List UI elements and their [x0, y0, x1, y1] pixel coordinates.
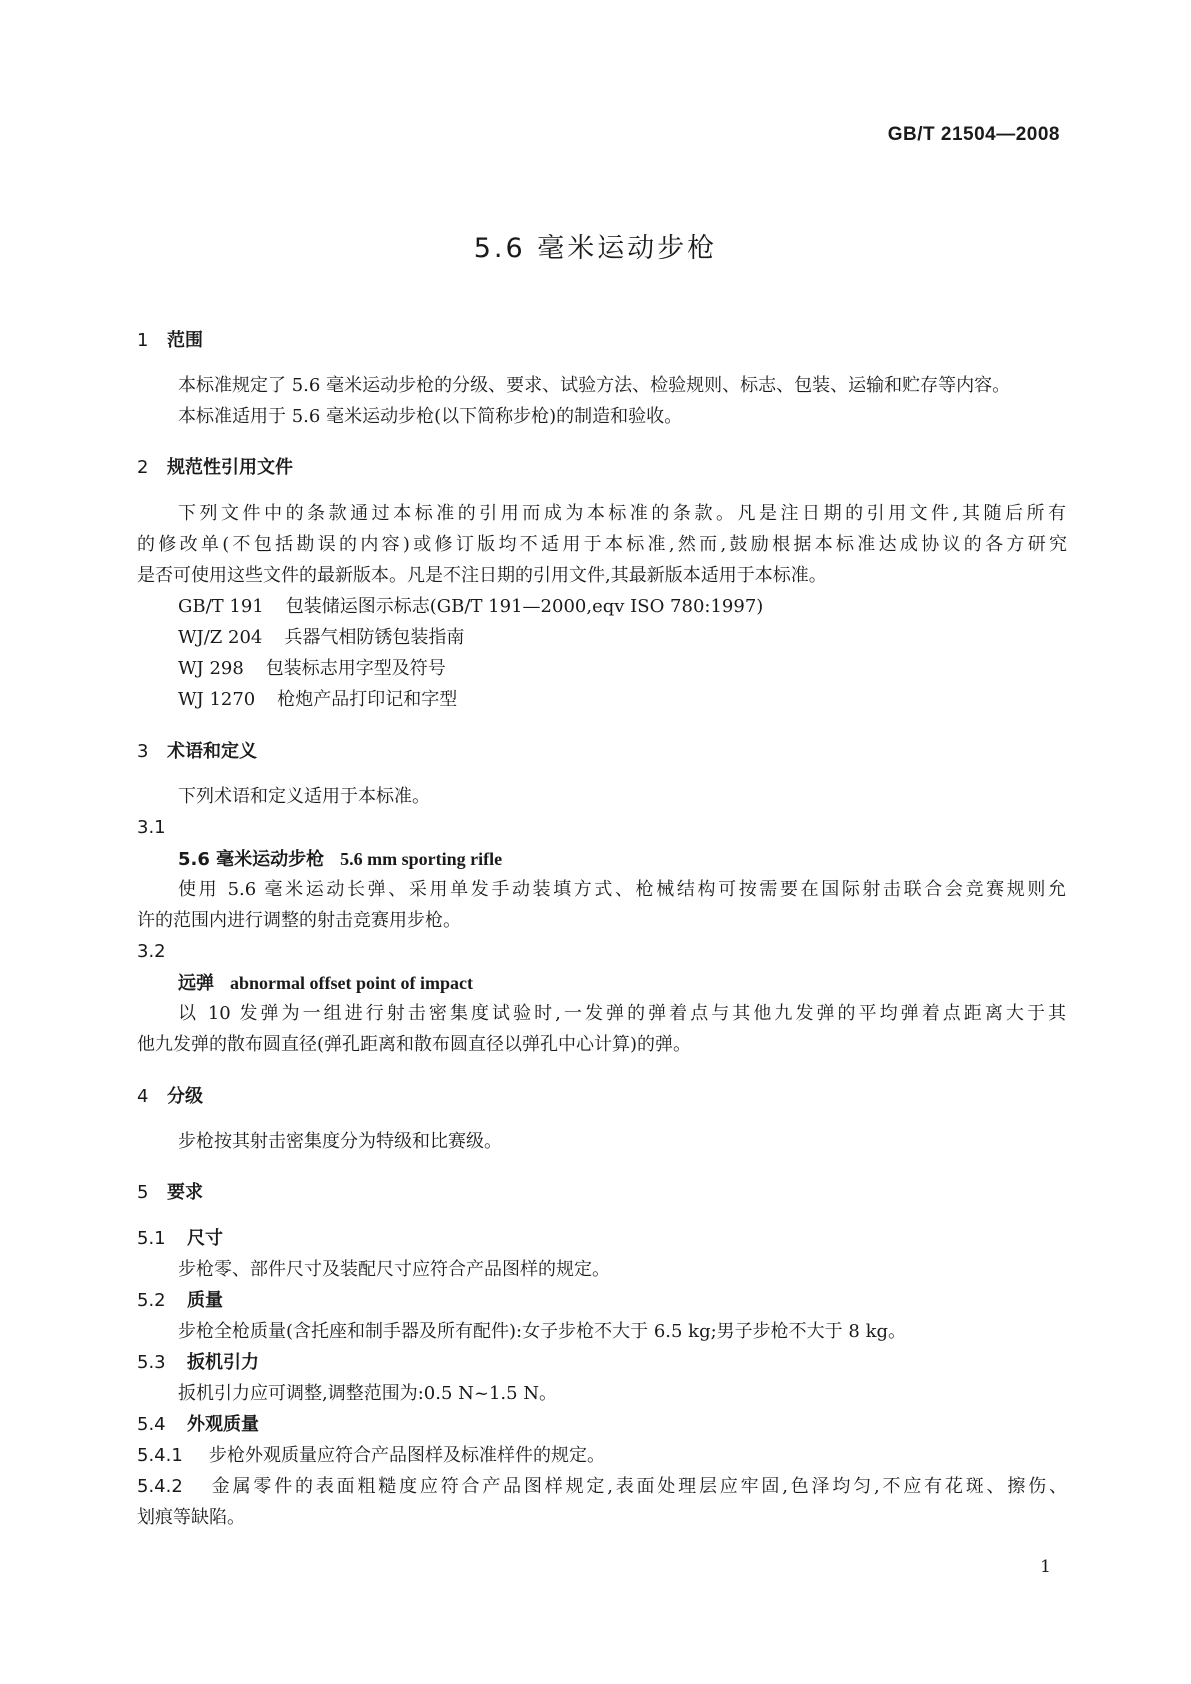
clause-number: 5.4.2: [137, 1476, 183, 1497]
term-heading: [178, 971, 473, 996]
paragraph: 扳机引力应可调整,调整范围为:0.5 N~1.5 N。: [178, 1383, 558, 1404]
paragraph: 本标准规定了 5.6 毫米运动步枪的分级、要求、试验方法、检验规则、标志、包装、运输和贮存等内容。: [178, 375, 1011, 396]
paragraph: 下列术语和定义适用于本标准。: [178, 786, 430, 807]
term-english: abnormal offset point of impact: [230, 973, 473, 993]
subsection-number: 5.1: [137, 1228, 166, 1249]
paragraph: 步枪全枪质量(含托座和制手器及所有配件):女子步枪不大于 6.5 kg;男子步枪不大于 8 kg。: [178, 1321, 906, 1342]
section-number: 2: [137, 457, 149, 478]
paragraph: 下列文件中的条款通过本标准的引用而成为本标准的条款。凡是注日期的引用文件,其随后所有: [178, 503, 1066, 524]
section-title: 要求: [167, 1182, 203, 1203]
clause-5-4-1: [137, 1444, 605, 1468]
reference-code: WJ 1270: [178, 689, 256, 710]
section-number: 5: [137, 1182, 149, 1203]
paragraph: 步枪按其射击密集度分为特级和比赛级。: [178, 1131, 502, 1152]
definition: 使用 5.6 毫米运动长弹、采用单发手动装填方式、枪械结构可按需要在国际射击联合会竞赛规则允: [178, 879, 1066, 900]
reference-title: 包装储运图示标志(GB/T 191—2000,eqv ISO 780:1997): [285, 596, 764, 617]
term-chinese: 5.6 毫米运动步枪: [178, 849, 325, 870]
subsection-5-4-heading: [137, 1413, 259, 1437]
reference-item: [178, 657, 446, 681]
subsection-number: 5.2: [137, 1290, 166, 1311]
reference-item: [178, 688, 457, 712]
reference-title: 兵器气相防锈包装指南: [284, 627, 465, 648]
subsection-number: 5.4: [137, 1414, 166, 1435]
term-number: 3.1: [137, 817, 166, 838]
subsection-title: 外观质量: [187, 1414, 259, 1435]
page-number: 1: [1040, 1557, 1051, 1577]
section-1-heading: [137, 329, 203, 353]
subsection-title: 尺寸: [187, 1228, 223, 1249]
term-english: 5.6 mm sporting rifle: [340, 849, 503, 869]
reference-title: 枪炮产品打印记和字型: [277, 689, 458, 710]
term-number: 3.2: [137, 941, 166, 962]
reference-item: [178, 626, 464, 650]
reference-title: 包装标志用字型及符号: [265, 658, 446, 679]
reference-code: WJ/Z 204: [178, 627, 263, 648]
subsection-number: 5.3: [137, 1352, 166, 1373]
section-5-heading: [137, 1181, 203, 1205]
section-title: 范围: [167, 330, 203, 351]
section-number: 4: [137, 1086, 149, 1107]
definition: 他九发弹的散布圆直径(弹孔距离和散布圆直径以弹孔中心计算)的弹。: [137, 1034, 692, 1055]
subsection-5-3-heading: [137, 1351, 259, 1375]
definition: 以 10 发弹为一组进行射击密集度试验时,一发弹的弹着点与其他九发弹的平均弹着点距离大于其: [178, 1003, 1066, 1024]
clause-5-4-2: [137, 1475, 1067, 1499]
page-title: 5.6 毫米运动步枪: [473, 233, 718, 264]
section-number: 1: [137, 330, 149, 351]
subsection-5-1-heading: [137, 1227, 223, 1251]
section-title: 分级: [167, 1086, 203, 1107]
section-2-heading: [137, 456, 293, 480]
reference-code: WJ 298: [178, 658, 244, 679]
standard-code: GB/T 21504—2008: [887, 124, 1060, 145]
term-chinese: 远弹: [178, 973, 214, 994]
section-4-heading: [137, 1085, 203, 1109]
clause-number: 5.4.1: [137, 1445, 183, 1466]
section-title: 术语和定义: [167, 741, 257, 762]
clause-text: 步枪外观质量应符合产品图样及标准样件的规定。: [209, 1445, 605, 1466]
reference-item: [178, 595, 763, 619]
clause-text: 金属零件的表面粗糙度应符合产品图样规定,表面处理层应牢固,色泽均匀,不应有花斑、擦伤、: [209, 1476, 1067, 1497]
paragraph: 步枪零、部件尺寸及装配尺寸应符合产品图样的规定。: [178, 1259, 610, 1280]
reference-code: GB/T 191: [178, 596, 264, 617]
subsection-title: 质量: [187, 1290, 223, 1311]
term-heading: [178, 847, 502, 872]
section-number: 3: [137, 741, 149, 762]
section-title: 规范性引用文件: [167, 457, 293, 478]
paragraph: 是否可使用这些文件的最新版本。凡是不注日期的引用文件,其最新版本适用于本标准。: [137, 565, 827, 586]
subsection-5-2-heading: [137, 1289, 223, 1313]
clause-text-continued: 划痕等缺陷。: [137, 1507, 245, 1528]
definition: 许的范围内进行调整的射击竞赛用步枪。: [137, 910, 461, 931]
subsection-title: 扳机引力: [187, 1352, 259, 1373]
paragraph: 本标准适用于 5.6 毫米运动步枪(以下简称步枪)的制造和验收。: [178, 406, 683, 427]
paragraph: 的修改单(不包括勘误的内容)或修订版均不适用于本标准,然而,鼓励根据本标准达成协议的各方研究: [137, 534, 1067, 555]
section-3-heading: [137, 740, 257, 764]
